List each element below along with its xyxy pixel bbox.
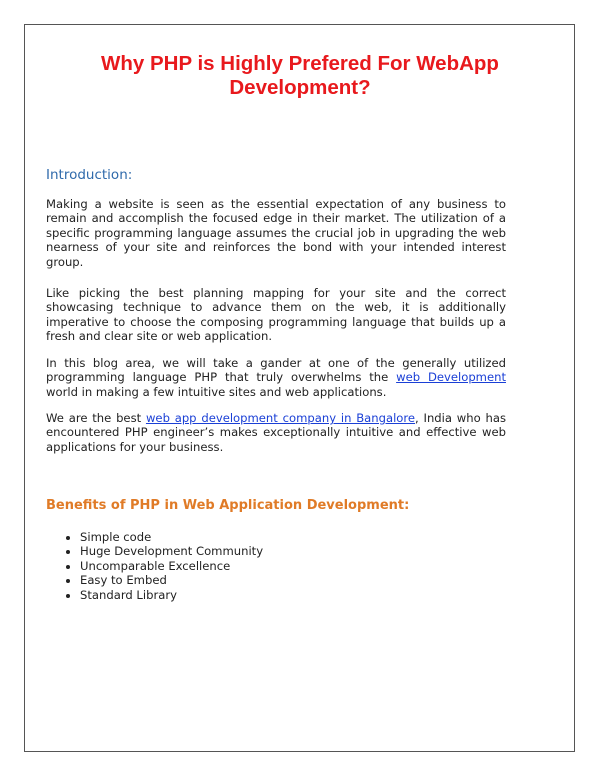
list-item: • Uncomparable Excellence [80, 559, 263, 573]
paragraph-3-text-start: In this blog area, we will take a gander at one of the generally utilized programming language PHP that truly overwhelms the [46, 356, 506, 385]
paragraph-4-text-end: , India who has encountered PHP engineer’s makes exceptionally intuitive and effective web applications for your business. [46, 411, 506, 454]
list-item: • Simple code [80, 530, 263, 544]
intro-paragraph-4 [46, 411, 506, 454]
list-item: • Standard Library [80, 588, 263, 602]
benefits-heading: Benefits of PHP in Web Application Development: [46, 498, 410, 513]
intro-paragraph-1: Making a website is seen as the essential expectation of any business to remain and accomplish the focused edge in their market. The utilization of a specific programming language assumes the crucial job in upgrading the web nearness of your site and reinforces the bond with your intended interest group. [46, 197, 506, 269]
intro-paragraph-3 [46, 356, 506, 399]
paragraph-3-text-end: world in making a few intuitive sites and web applications. [46, 384, 387, 399]
page-title: Why PHP is Highly Prefered For WebApp Development? [101, 52, 499, 99]
paragraph-4-text-start: We are the best [46, 411, 146, 425]
company-link[interactable]: web app development company in Bangalore [145, 411, 416, 425]
benefits-list [60, 530, 263, 602]
list-item: • Easy to Embed [80, 573, 263, 587]
intro-paragraph-2: Like picking the best planning mapping for your site and the correct showcasing technique to advance them on the web, it is additionally imperative to choose the composing programming language that builds up a fresh and clear site or web application. [46, 286, 506, 344]
introduction-heading: Introduction: [46, 167, 133, 183]
list-item: • Huge Development Community [80, 544, 263, 558]
web-development-link[interactable]: web Development [396, 370, 506, 385]
